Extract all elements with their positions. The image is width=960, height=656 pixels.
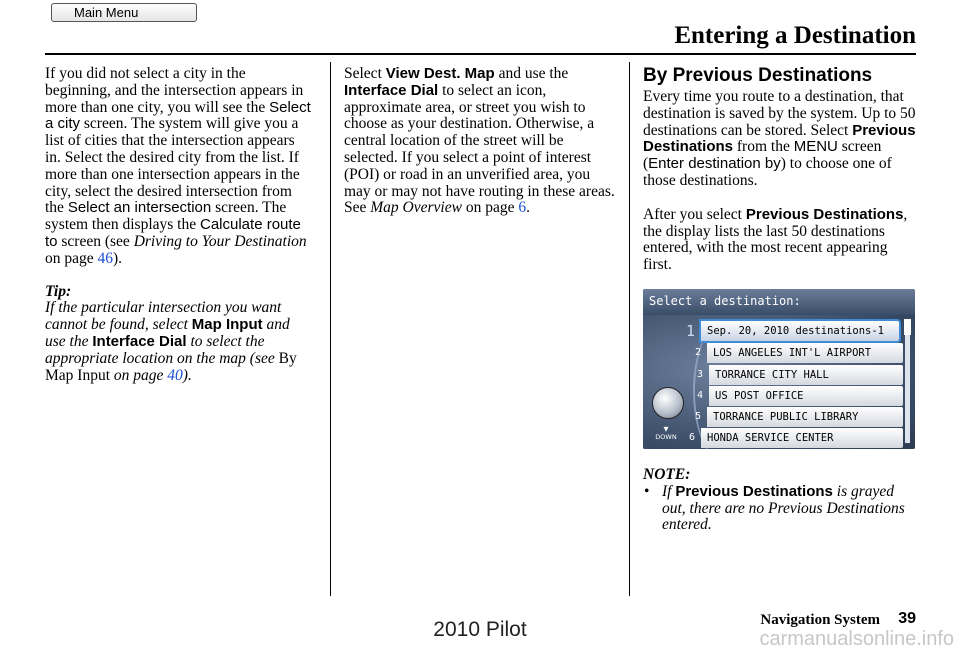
page-link-40[interactable]: 40 — [167, 366, 183, 384]
page-number: 39 — [898, 610, 916, 627]
note-item: • If Previous Destinations is grayed out, there are no Previous Destinations entered. — [644, 482, 905, 534]
select-a-city-term: Select a city — [45, 98, 311, 133]
after-select-paragraph: After you select Previous Destinations, the display lists the last 50 destinations entered, with the most recent appearing first. — [643, 205, 908, 274]
menu-term: MENU — [793, 138, 838, 156]
footer-section-name: Navigation System — [760, 612, 880, 628]
previous-destinations-term: Previous Destinations — [643, 121, 916, 156]
header-divider — [45, 53, 916, 55]
main-menu-button[interactable]: Main Menu — [51, 3, 197, 22]
screen-body — [643, 315, 915, 449]
navigation-screen-image — [643, 289, 915, 449]
driving-to-your-destination-ref: Driving to Your Destination — [133, 232, 307, 250]
column-1 — [45, 66, 313, 384]
map-overview-ref: Map Overview — [370, 199, 462, 217]
page-title: Entering a Destination — [674, 22, 916, 49]
column-3 — [643, 66, 917, 534]
calculate-route-to-term: Calculate route to — [45, 216, 301, 250]
previous-destinations-term: Previous Destinations — [745, 205, 904, 223]
interface-dial-term: Interface Dial — [92, 332, 187, 350]
previous-destinations-term: Previous Destinations — [675, 482, 833, 500]
previous-destinations-paragraph: Every time you route to a destination, that destination is saved by the system. Up to 50 destinations can be stored. Select Previous Destinations from the MENU screen (Enter destination by) to choose one of those destinations. — [643, 88, 916, 189]
destination-item-6[interactable]: 6 HONDA SERVICE CENTER — [701, 428, 903, 448]
column-divider-2 — [629, 62, 630, 596]
tip-paragraph: If the particular intersection you want cannot be found, select Map Input and use the Interface Dial to select the appropriate location on the map (see By Map Input on page 40). — [45, 299, 297, 384]
intersection-paragraph: If you did not select a city in the beginning, and the intersection appears in more than one city, you will see the Select a city screen. The system will give you a list of cities that the intersection appears in. Select the desired city from the list. If more than one intersection appears in the city, select the desired intersection from the Select an intersection screen. The system then displays the Calculate route to screen (see Driving to Your Destination on page 46). — [45, 65, 311, 267]
map-input-term: Map Input — [191, 316, 263, 334]
screen-title: Select a destination: — [643, 289, 915, 315]
watermark-model: 2010 Pilot — [433, 618, 527, 641]
destination-item-3[interactable]: 3 TORRANCE CITY HALL — [709, 365, 903, 385]
view-dest-map-term: View Dest. Map — [385, 65, 495, 82]
note-heading: NOTE: — [643, 465, 691, 483]
tip-heading: Tip: — [45, 282, 72, 300]
enter-destination-by-term: Enter destination by — [648, 155, 781, 173]
destination-item-2[interactable]: 2 LOS ANGELES INT'L AIRPORT — [707, 343, 903, 363]
interface-dial-knob-icon — [652, 387, 684, 419]
destination-item-1[interactable]: 1 Sep. 20, 2010 destinations-1 — [701, 321, 899, 341]
select-an-intersection-term: Select an intersection — [67, 199, 212, 217]
section-title: By Previous Destinations — [643, 65, 873, 86]
page-link-46[interactable]: 46 — [97, 249, 114, 267]
by-map-input-ref: By Map Input — [45, 349, 297, 384]
scrollbar[interactable] — [905, 319, 910, 443]
destination-item-5[interactable]: 5 TORRANCE PUBLIC LIBRARY — [707, 407, 903, 427]
column-2 — [344, 66, 618, 217]
destination-item-4[interactable]: 4 US POST OFFICE — [709, 386, 903, 406]
scrollbar-thumb[interactable] — [904, 319, 911, 335]
page-link-6[interactable]: 6 — [518, 199, 527, 217]
bullet-icon: • — [644, 482, 650, 500]
down-arrow-icon: ▼ DOWN — [655, 424, 677, 441]
view-dest-map-paragraph: Select View Dest. Map and use the Interface Dial to select an icon, approximate area, or street you wish to choose as your destination. Otherwise, a central location of the street will be selected. If you select a point of interest (POI) or road in an unverified area, you may or may not have routing in these areas. See Map Overview on page 6. — [344, 65, 615, 217]
column-divider-1 — [330, 62, 331, 596]
interface-dial-term: Interface Dial — [344, 81, 439, 99]
watermark-site: carmanualsonline.info — [759, 628, 954, 650]
